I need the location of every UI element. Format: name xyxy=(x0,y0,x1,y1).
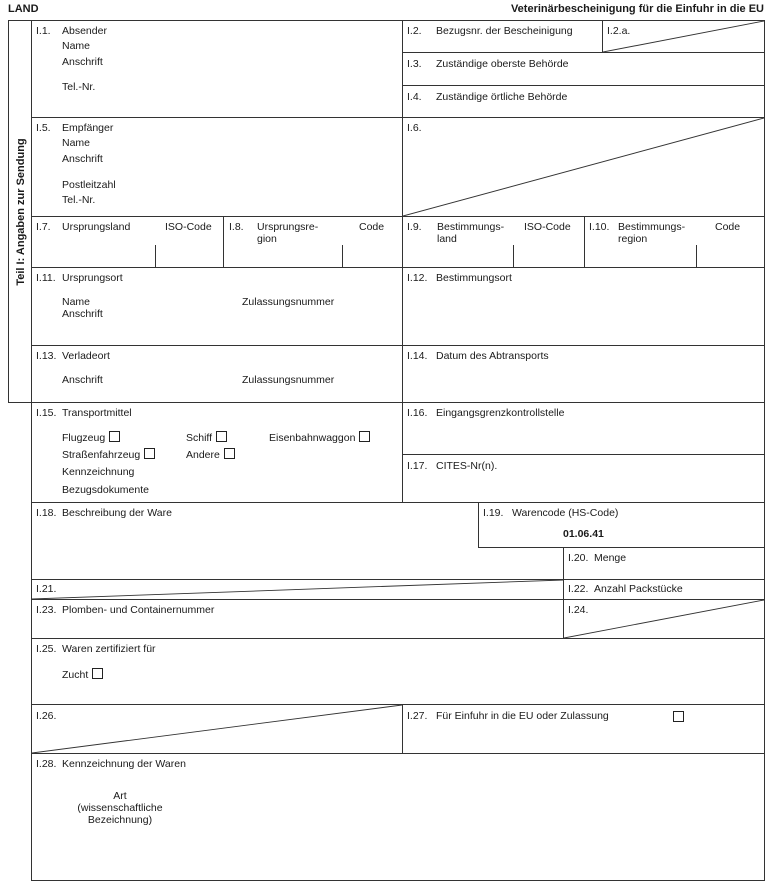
checkbox-aeroplane[interactable] xyxy=(109,431,120,442)
box-title: Bestimmungsort xyxy=(436,272,512,284)
box-number: I.6. xyxy=(407,122,422,134)
identification-label: Kennzeichnung xyxy=(62,466,135,478)
box-title: Verladeort xyxy=(62,350,110,362)
box-title: Eingangsgrenzkontrollstelle xyxy=(436,407,565,419)
box-number: I.20. xyxy=(568,552,589,564)
strike-through-line xyxy=(564,600,764,638)
box-i10-region-of-destination[interactable] xyxy=(584,216,765,268)
address-label: Anschrift xyxy=(62,308,103,320)
checkbox-import-eu[interactable] xyxy=(673,711,684,722)
box-title: Plomben- und Containernummer xyxy=(62,604,215,616)
box-title: Ursprungsort xyxy=(62,272,123,284)
divider xyxy=(513,245,514,268)
box-i4-local-authority[interactable] xyxy=(402,85,765,118)
scientific-name-label: (wissenschaftliche xyxy=(77,802,163,814)
box-number: I.27. xyxy=(407,710,428,722)
box-number: I.5. xyxy=(36,122,51,134)
box-number: I.2.a. xyxy=(607,25,631,37)
box-number: I.9. xyxy=(407,221,422,233)
checkbox-breeding[interactable] xyxy=(92,668,103,679)
box-i13-place-of-loading[interactable] xyxy=(31,345,403,403)
checkbox-road-vehicle[interactable] xyxy=(144,448,155,459)
hs-code-value: 01.06.41 xyxy=(563,528,604,540)
box-number: I.3. xyxy=(407,58,422,70)
box-number: I.16. xyxy=(407,407,428,419)
box-title: Bezugsnr. der Bescheinigung xyxy=(436,25,573,37)
box-number: I.8. xyxy=(229,221,244,233)
name-label: Name xyxy=(62,40,91,52)
strike-through-line xyxy=(32,705,402,753)
box-title: Für Einfuhr in die EU oder Zulassung xyxy=(436,710,609,722)
option-road-vehicle[interactable]: Straßenfahrzeug xyxy=(62,448,155,462)
box-number: I.26. xyxy=(36,710,57,722)
documents-label: Bezugsdokumente xyxy=(62,484,149,496)
box-title: Absender xyxy=(62,25,107,37)
phone-label: Tel.-Nr. xyxy=(62,81,96,93)
box-title: Zuständige oberste Behörde xyxy=(436,58,569,70)
divider xyxy=(696,245,697,268)
box-title-cont: land xyxy=(437,233,457,245)
box-title: Bestimmungs- xyxy=(618,221,686,233)
box-title: Empfänger xyxy=(62,122,114,134)
box-title: Anzahl Packstücke xyxy=(594,583,683,595)
box-i26 xyxy=(31,704,403,754)
iso-code-label: ISO-Code xyxy=(165,221,212,233)
country-header: LAND xyxy=(8,3,39,15)
strike-through-line xyxy=(403,118,764,216)
box-i21 xyxy=(31,579,564,600)
box-title: Bestimmungs- xyxy=(437,221,505,233)
part-one-side-panel xyxy=(8,20,32,403)
box-number: I.7. xyxy=(36,221,51,233)
box-number: I.17. xyxy=(407,460,428,472)
box-number: I.13. xyxy=(36,350,57,362)
box-number: I.25. xyxy=(36,643,57,655)
option-aeroplane[interactable]: Flugzeug xyxy=(62,431,120,445)
option-breeding[interactable]: Zucht xyxy=(62,668,103,682)
species-label: Art xyxy=(113,790,127,802)
box-title: Ursprungsland xyxy=(62,221,131,233)
checkbox-ship[interactable] xyxy=(216,431,227,442)
box-title: Datum des Abtransports xyxy=(436,350,549,362)
code-label: Code xyxy=(359,221,385,233)
box-number: I.12. xyxy=(407,272,428,284)
box-i9-country-of-destination[interactable] xyxy=(402,216,585,268)
box-title: CITES-Nr(n). xyxy=(436,460,498,472)
box-i24 xyxy=(563,599,765,639)
box-i17-cites-numbers[interactable] xyxy=(402,454,765,503)
box-title: Transportmittel xyxy=(62,407,132,419)
box-i1-consignor[interactable] xyxy=(31,20,403,118)
box-number: I.28. xyxy=(36,758,57,770)
box-i15-means-of-transport[interactable] xyxy=(31,402,403,503)
box-i5-consignee[interactable] xyxy=(31,117,403,217)
box-number: I.11. xyxy=(36,272,56,284)
box-i22-number-of-packages[interactable] xyxy=(563,579,765,600)
strike-through-line xyxy=(603,21,764,52)
box-title: Warencode (HS-Code) xyxy=(512,507,619,519)
address-label: Anschrift xyxy=(62,153,103,165)
scientific-name-label-cont: Bezeichnung) xyxy=(87,814,153,826)
box-number: I.24. xyxy=(568,604,589,616)
option-ship[interactable]: Schiff xyxy=(186,431,227,445)
box-number: I.4. xyxy=(407,91,422,103)
iso-code-label: ISO-Code xyxy=(524,221,571,233)
box-i19-commodity-code[interactable] xyxy=(478,502,765,548)
name-label: Name xyxy=(62,137,91,149)
box-number: I.10. xyxy=(589,221,610,233)
box-i14-date-of-departure[interactable] xyxy=(402,345,765,403)
box-i27-import-or-admission[interactable] xyxy=(402,704,765,754)
approval-number-label: Zulassungsnummer xyxy=(242,374,335,386)
checkbox-railway-wagon[interactable] xyxy=(359,431,370,442)
postcode-label: Postleitzahl xyxy=(62,179,116,191)
box-number: I.22. xyxy=(568,583,589,595)
box-title-cont: region xyxy=(618,233,648,245)
part-one-label: Teil I: Angaben zur Sendung xyxy=(14,137,27,286)
box-title: Ursprungsre- xyxy=(257,221,319,233)
box-i7-country-of-origin[interactable] xyxy=(31,216,224,268)
name-label: Name xyxy=(62,296,91,308)
box-i23-seal-container-number[interactable] xyxy=(31,599,564,639)
box-i16-border-inspection-post[interactable] xyxy=(402,402,765,455)
box-i11-place-of-origin[interactable] xyxy=(31,267,403,346)
box-i25-certified-for[interactable] xyxy=(31,638,765,705)
box-title: Menge xyxy=(594,552,627,564)
phone-label: Tel.-Nr. xyxy=(62,194,96,206)
checkbox-other[interactable] xyxy=(224,448,235,459)
box-number: I.18. xyxy=(36,507,57,519)
box-number: I.15. xyxy=(36,407,57,419)
box-i2-certificate-ref[interactable] xyxy=(402,20,603,53)
box-i28-identification-of-goods[interactable] xyxy=(31,753,765,881)
code-label: Code xyxy=(715,221,741,233)
box-number: I.1. xyxy=(36,25,51,37)
box-number: I.19. xyxy=(483,507,504,519)
certificate-title: Veterinärbescheinigung für die Einfuhr in die EU xyxy=(510,3,764,15)
box-i6 xyxy=(402,117,765,217)
box-number: I.23. xyxy=(36,604,57,616)
box-title: Beschreibung der Ware xyxy=(62,507,172,519)
box-title: Zuständige örtliche Behörde xyxy=(436,91,568,103)
option-other[interactable]: Andere xyxy=(186,448,235,462)
box-i8-region-of-origin[interactable] xyxy=(223,216,403,268)
box-title-cont: gion xyxy=(257,233,277,245)
address-label: Anschrift xyxy=(62,374,103,386)
box-i2a xyxy=(602,20,765,53)
box-number: I.14. xyxy=(407,350,428,362)
box-i20-quantity[interactable] xyxy=(563,547,765,580)
box-number: I.2. xyxy=(407,25,422,37)
option-railway-wagon[interactable]: Eisenbahnwaggon xyxy=(269,431,370,445)
divider xyxy=(342,245,343,268)
box-title: Waren zertifiziert für xyxy=(62,643,156,655)
strike-through-line xyxy=(32,580,563,599)
approval-number-label: Zulassungsnummer xyxy=(242,296,335,308)
box-i3-central-authority[interactable] xyxy=(402,52,765,86)
box-number: I.21. xyxy=(36,583,57,595)
box-title: Kennzeichnung der Waren xyxy=(62,758,186,770)
divider xyxy=(155,245,156,268)
species-column-header xyxy=(60,790,180,826)
box-i12-place-of-destination[interactable] xyxy=(402,267,765,346)
address-label: Anschrift xyxy=(62,56,103,68)
